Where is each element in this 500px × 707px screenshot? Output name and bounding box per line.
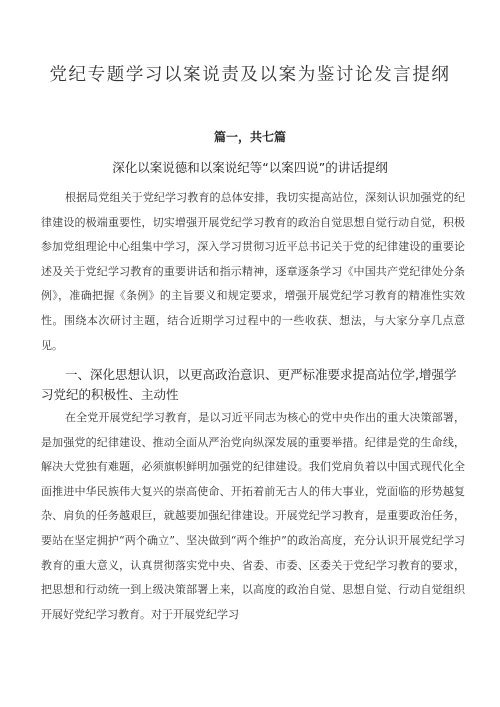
section-heading: 一、深化思想认识，以更高政治意识、更严标准要求提高站位学,增强学习党纪的积极性、主动性 xyxy=(41,367,457,402)
part-label: 篇一，共七篇 xyxy=(213,130,286,144)
speech-title: 深化以案说德和以案说纪等“以案四说”的讲话提纲 xyxy=(112,160,388,175)
intro-paragraph: 根据局党组关于党纪学习教育的总体安排，我切实提高站位，深刻认识加强党的纪律建设的极端重要性，切实增强开展党纪学习教育的政治自觉思想自觉行动自觉，积极参加党组理论中心组集中学习，深入学习贯彻习近平总书记关于党的纪律建设的重要论述及关于党纪学习教育的重要讲话和指示精神，逐章逐条学习《中国共产党纪律处分条例》，准确把握《条例》的主旨要义和规定要求，增强开展党纪学习教育的精准性实效性。围绕本次研讨主题，结合近期学习过程中的一些收获、想法，与大家分享几点意见。 xyxy=(41,191,465,352)
document-title: 党纪专题学习以案说责及以案为鉴讨论发言提纲 xyxy=(49,65,451,85)
body-paragraph: 在全党开展党纪学习教育，是以习近平同志为核心的党中央作出的重大决策部署，是加强党的纪律建设、推动全面从严治党向纵深发展的重要举措。纪律是党的生命线，解决大党独有难题，必须旗帜鲜明加强党的纪律建设。我们党肩负着以中国式现代化全面推进中华民族伟大复兴的崇高使命、开拓着前无古人的伟大事业，党面临的形势越复杂、肩负的任务越艰巨，就越要加强纪律建设。开展党纪学习教育，是重要政治任务，要站在坚定拥护“两个确立”、坚决做到“两个维护”的政治高度，充分认识开展党纪学习教育的重大意义，认真贯彻落实党中央、省委、市委、区委关于党纪学习教育的要求，把思想和行动统一到上级决策部署上来，以高度的政治自觉、思想自觉、行动自觉组织开展好党纪学习教育。对于开展党纪学习 xyxy=(41,411,465,621)
